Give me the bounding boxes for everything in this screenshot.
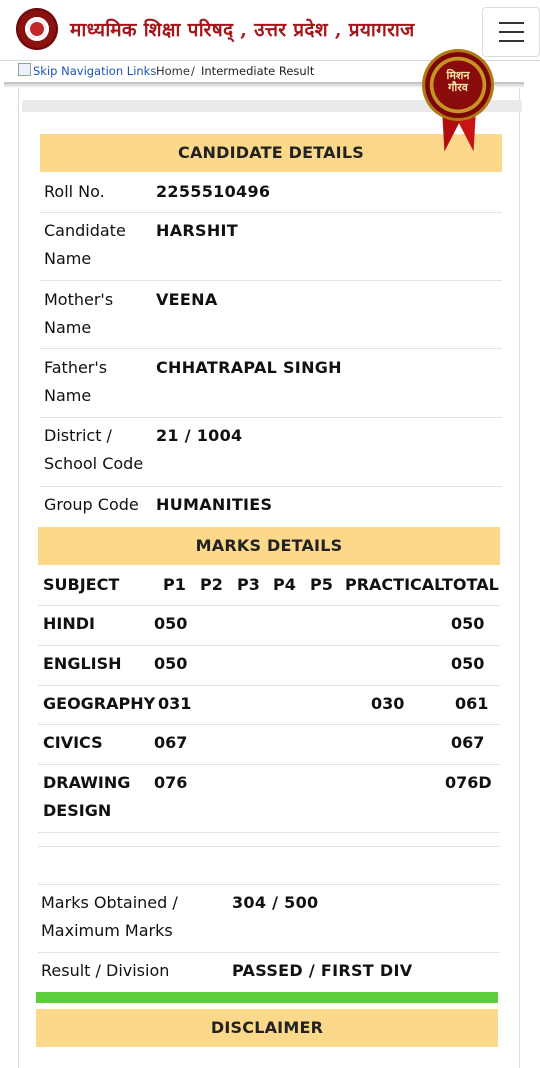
row-divider	[38, 724, 500, 725]
board-title: माध्यमिक शिक्षा परिषद् , उत्तर प्रदेश , प्रयागराज	[70, 19, 415, 41]
seal-text	[423, 70, 493, 94]
hamburger-line	[499, 31, 524, 33]
total-cell: 076D	[445, 773, 492, 792]
p1-cell: 076	[154, 773, 188, 792]
hamburger-menu-button[interactable]	[482, 7, 540, 57]
father-name-value: CHHATRAPAL SINGH	[156, 358, 342, 377]
p1-cell: 050	[154, 654, 188, 673]
p1-cell: 067	[154, 733, 188, 752]
row-divider	[38, 846, 500, 847]
marks-details-heading: MARKS DETAILS	[38, 527, 500, 565]
broken-image-icon	[18, 63, 31, 76]
seal-line-2: गौरव	[448, 81, 468, 94]
roll-no-label: Roll No.	[44, 182, 105, 201]
row-divider	[40, 348, 502, 349]
skip-navigation-link[interactable]	[18, 60, 156, 82]
disclaimer-heading: DISCLAIMER	[36, 1009, 498, 1047]
row-divider	[38, 764, 500, 765]
result-status-bar	[36, 992, 498, 1003]
col-practical: PRACTICAL	[345, 575, 445, 594]
result-division-label: Result / Division	[41, 961, 170, 980]
row-divider	[38, 832, 500, 833]
col-p1: P1	[163, 575, 186, 594]
group-code-value: HUMANITIES	[156, 495, 273, 514]
hamburger-menu-icon	[499, 22, 524, 24]
candidate-details-heading: CANDIDATE DETAILS	[40, 134, 502, 172]
row-divider	[38, 685, 500, 686]
total-cell: 067	[451, 733, 485, 752]
group-code-label: Group Code	[44, 495, 139, 514]
subject-cell: CIVICS	[43, 733, 103, 752]
row-divider	[40, 280, 502, 281]
col-p2: P2	[200, 575, 223, 594]
district-school-code-label: District / School Code	[44, 426, 144, 473]
col-subject: SUBJECT	[43, 575, 120, 594]
total-cell: 050	[451, 654, 485, 673]
row-divider	[38, 952, 500, 953]
district-school-code-value: 21 / 1004	[156, 426, 243, 445]
row-divider	[40, 486, 502, 487]
col-p4: P4	[273, 575, 296, 594]
total-cell: 050	[451, 614, 485, 633]
breadcrumb-home-link[interactable]: Home	[156, 64, 190, 78]
row-divider	[40, 417, 502, 418]
row-divider	[38, 645, 500, 646]
col-p5: P5	[310, 575, 333, 594]
skip-navigation-label: Skip Navigation Links	[33, 64, 157, 78]
row-divider	[38, 884, 500, 885]
result-division-value: PASSED / FIRST DIV	[232, 961, 413, 980]
col-total: TOTAL	[442, 575, 499, 594]
hamburger-line	[499, 40, 524, 42]
breadcrumb-current: Intermediate Result	[201, 64, 315, 78]
seal-line-1: मिशन	[446, 69, 470, 82]
col-p3: P3	[237, 575, 260, 594]
father-name-label: Father's Name	[44, 358, 108, 405]
marks-obtained-value: 304 / 500	[232, 893, 319, 912]
candidate-name-value: HARSHIT	[156, 221, 238, 240]
p1-cell: 031	[158, 694, 192, 713]
up-board-emblem-icon[interactable]	[16, 8, 58, 50]
mother-name-label: Mother's Name	[44, 290, 114, 337]
subject-cell: GEOGRAPHY	[43, 694, 156, 713]
row-divider	[38, 605, 500, 606]
subject-cell: DRAWING DESIGN	[43, 773, 131, 820]
p1-cell: 050	[154, 614, 188, 633]
total-cell: 061	[455, 694, 489, 713]
subject-cell: ENGLISH	[43, 654, 122, 673]
row-divider	[40, 212, 502, 213]
mission-gaurav-seal-icon	[423, 52, 495, 158]
practical-cell: 030	[371, 694, 405, 713]
breadcrumb-separator: /	[191, 64, 195, 78]
roll-no-value: 2255510496	[156, 182, 271, 201]
candidate-name-label: Candidate Name	[44, 221, 126, 268]
mother-name-value: VEENA	[156, 290, 218, 309]
subject-cell: HINDI	[43, 614, 95, 633]
marks-obtained-label: Marks Obtained / Maximum Marks	[41, 893, 178, 940]
